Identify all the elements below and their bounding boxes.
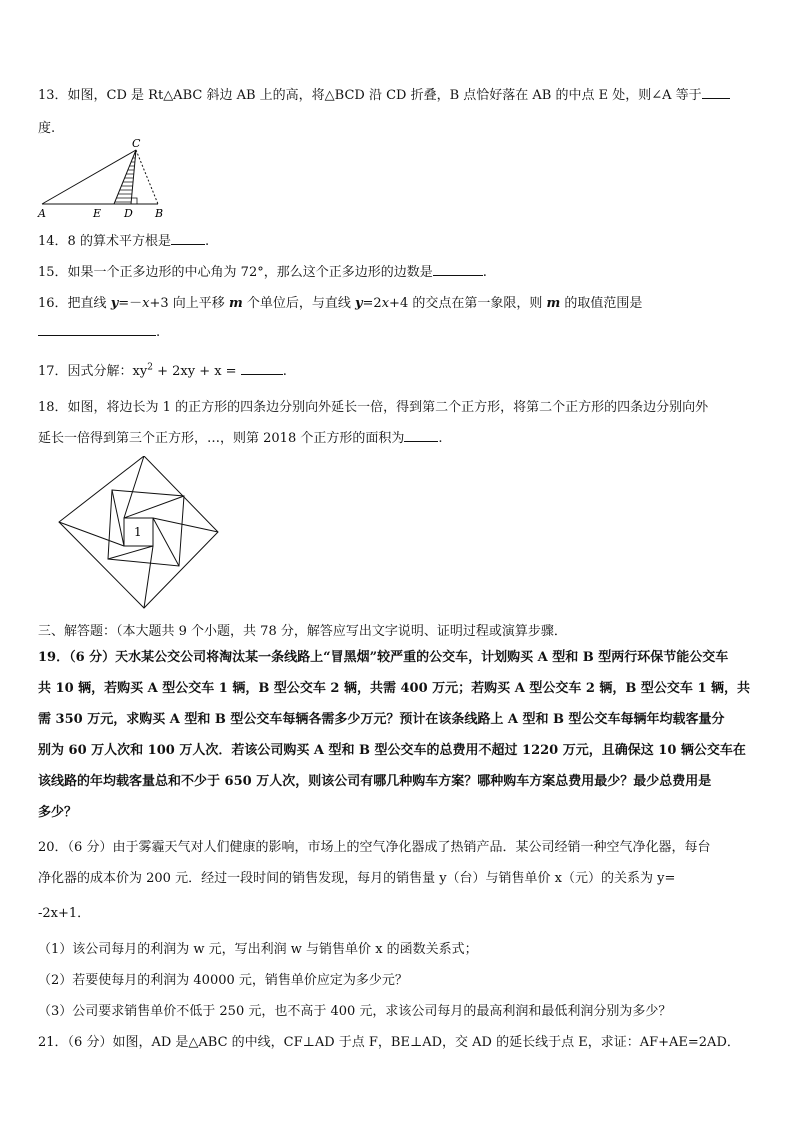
q16-line1: 16．把直线 y=－x+3 向上平移 m 个单位后，与直线 y=2x+4 的交点在第一象限，则 m 的取值范围是 [38,296,643,311]
q20-sub-question: （2）若要使每月的利润为 40000 元，销售单价应定为多少元？ [38,973,408,988]
q13-answer-blank[interactable] [702,86,730,99]
label-b: B [155,207,164,220]
q18-line1: 18．如图，将边长为 1 的正方形的四条边分别向外延长一倍，得到第二个正方形，将第二个正方形的四条边分别向外 [38,400,709,415]
section-3-heading: 三、解答题：（本大题共 9 个小题，共 78 分，解答应写出文字说明、证明过程或演算步骤． [38,624,567,639]
q19-line: 19．（6 分）天水某公交公司将淘汰某一条线路上“冒黑烟”较严重的公交车，计划购买 A 型和 B 型两行环保节能公交车 [38,650,729,665]
q13-line2: 度. [38,121,56,136]
q13-triangle-figure [36,136,176,222]
q20-line: 20．（6 分）由于雾霾天气对人们健康的影响，市场上的空气净化器成了热销产品．某公司经销一种空气净化器，每台 [38,840,711,855]
q21-line: 21．（6 分）如图，AD 是△ABC 的中线，CF⊥AD 于点 F，BE⊥AD，交 AD 的延长线于点 E，求证：AF+AE=2AD． [38,1035,740,1050]
extension-line [153,518,218,532]
extension-line [112,490,124,546]
q19-line: 该线路的年均载客量总和不少于 650 万人次，则该公司有哪几种购车方案？哪种购车方案总费用最少？最少总费用是 [38,774,712,789]
extension-line [108,546,153,559]
extension-line [144,546,153,608]
extension-line [153,518,179,566]
q14-answer-blank[interactable] [171,232,205,245]
q20-line: 净化器的成本价为 200 元．经过一段时间的销售发现，每月的销售量 y（台）与销售单价 x（元）的关系为 y= [38,871,676,886]
label-a: A [38,207,46,220]
q20-line: -2x+1． [38,906,91,921]
q19-line: 多少？ [38,805,78,820]
q15-line: 15．如果一个正多边形的中心角为 72°，那么这个正多边形的边数是 . [38,265,487,280]
q19-line: 需 350 万元，求购买 A 型和 B 型公交车每辆各需多少万元？预计在该条线路上 A 型和 B 型公交车每辆年均载客量分 [38,712,725,727]
q15-answer-blank[interactable] [433,263,483,276]
q20-sub-question: （3）公司要求销售单价不低于 250 元，也不高于 400 元，求该公司每月的最高利润和最低利润分别为多少？ [38,1004,672,1019]
extension-line [124,496,184,518]
q14-line: 14．8 的算术平方根是 . [38,234,210,249]
q19-line: 别为 60 万人次和 100 万人次．若该公司购买 A 型和 B 型公交车的总费用不超过 1220 万元，且确保这 10 辆公交车在 [38,743,746,758]
q16-answer-blank[interactable] [38,323,156,336]
center-square-label: 1 [134,525,142,539]
q17-answer-blank[interactable] [241,362,283,375]
q16-line2: . [38,323,160,340]
q18-answer-blank[interactable] [404,429,438,442]
label-d: D [124,207,133,220]
triangle-ecd-shaded [114,150,136,204]
extension-line [124,456,144,518]
q18-nested-squares-figure [56,456,222,614]
q19-line: 共 10 辆，若购买 A 型公交车 1 辆，B 型公交车 2 辆，共需 400 万元；若购买 A 型公交车 2 辆，B 型公交车 1 辆，共 [38,681,751,696]
q17-line: 17．因式分解：$xy^2 + 2xy + x$ = . [38,362,287,379]
segment-cb-dashed [136,150,158,204]
q18-line2: 延长一倍得到第三个正方形，…，则第 2018 个正方形的面积为 . [38,431,443,446]
label-e: E [93,207,102,220]
q20-sub-question: （1）该公司每月的利润为 w 元，写出利润 w 与销售单价 x 的函数关系式； [38,942,478,957]
q13-line1: 13．如图，CD 是 Rt△ABC 斜边 AB 上的高，将△BCD 沿 CD 折叠，B 点恰好落在 AB 的中点 E 处，则∠A 等于 [38,84,730,103]
extension-line [59,522,124,546]
label-c: C [132,137,141,150]
